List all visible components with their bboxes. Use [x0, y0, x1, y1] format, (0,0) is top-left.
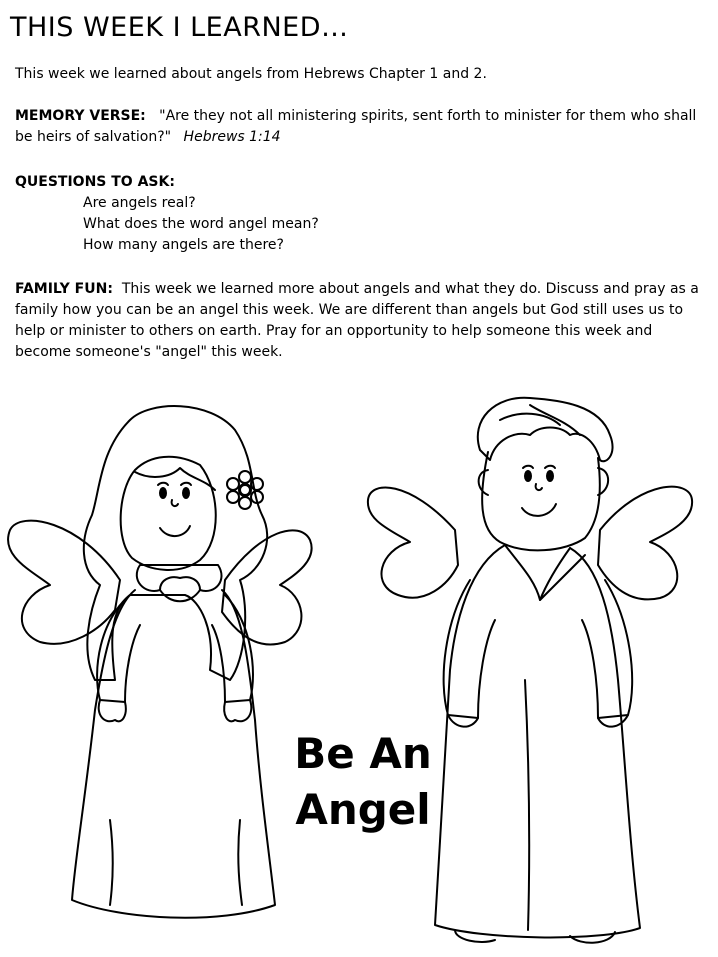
family-fun-label: FAMILY FUN:: [15, 281, 113, 297]
question-item: How many angels are there?: [83, 237, 284, 253]
be-an-angel-caption: [288, 726, 438, 838]
angels-illustration: [0, 380, 718, 957]
page-title: THIS WEEK I LEARNED…: [10, 12, 349, 43]
intro-paragraph: This week we learned about angels from Hebrews Chapter 1 and 2.: [15, 66, 487, 82]
caption-line-1: Be An: [294, 729, 432, 778]
question-item: What does the word angel mean?: [83, 216, 319, 232]
family-fun-text: This week we learned more about angels and what they do. Discuss and pray as a family how you can be an angel this week. We are different than angels but God still uses us to help or minister to others on earth. Pray for an opportunity to help someone this week and become someone's "angel" this week.: [15, 281, 699, 360]
memory-verse-label: MEMORY VERSE:: [15, 108, 146, 124]
questions-section: [15, 172, 705, 256]
memory-verse: [15, 106, 705, 148]
questions-list: [15, 193, 705, 256]
questions-label: QUESTIONS TO ASK:: [15, 174, 175, 190]
caption-line-2: Angel: [295, 785, 431, 834]
boy-angel-drawing: [368, 398, 692, 943]
question-item: Are angels real?: [83, 195, 196, 211]
memory-verse-reference: Hebrews 1:14: [183, 129, 281, 145]
girl-angel-drawing: [8, 406, 312, 918]
family-fun: [15, 279, 705, 363]
memory-verse-text: "Are they not all ministering spirits, sent forth to minister for them who shall be heirs of salvation?": [15, 108, 697, 145]
